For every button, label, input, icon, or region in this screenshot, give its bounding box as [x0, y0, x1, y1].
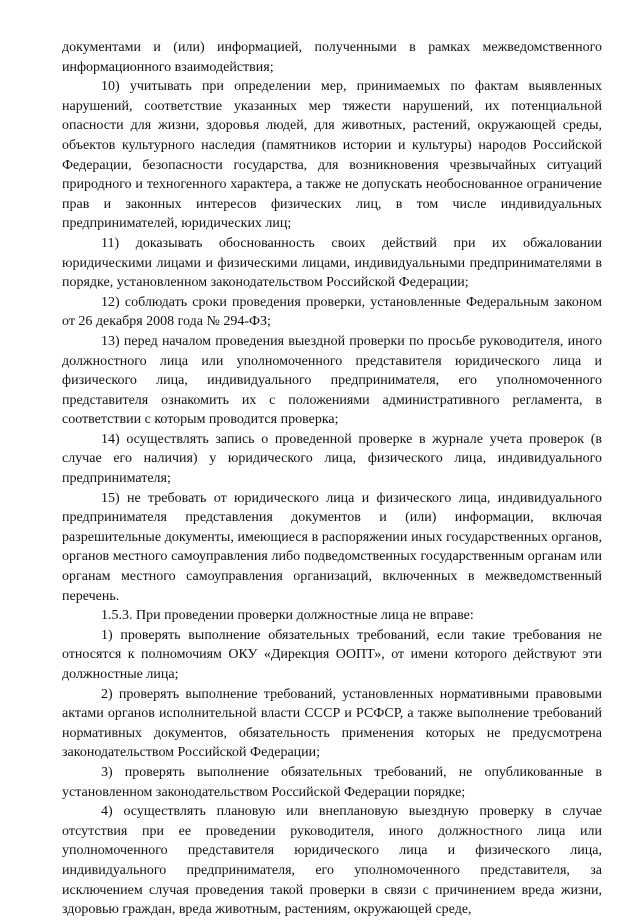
paragraph-item-12: 12) соблюдать сроки проведения проверки, установленные Федеральным законом от 26 декабря 2008 года № 294-ФЗ;: [62, 294, 602, 330]
paragraph-item-10: 10) учитывать при определении мер, принимаемых по фактам выявленных нарушений, соответствие указанных мер тяжести нарушений, их потенциальной опасности для жизни, здоровья людей, для животных, растений, окружающей среды, объектов культурного наследия (памятников истории и культуры) народов Российской Федерации, безопасности государства, для возникновения чрезвычайных ситуаций природного и техногенного характера, а также не допускать необоснованное ограничение прав и законных интересов физических лиц, в том числе индивидуальных предпринимателей, юридических лиц;: [62, 79, 602, 232]
paragraph-item-13: 13) перед началом проведения выездной проверки по просьбе руководителя, иного должностного лица или уполномоченного представителя юридического лица и физического лица, индивидуального предпринимателя, его уполномоченного представителя ознакомить их с положениями административного регламента, в соответствии с которым проводится проверка;: [62, 333, 602, 428]
paragraph-prohibition-1: 1) проверять выполнение обязательных требований, если такие требования не относятся к полномочиям ОКУ «Дирекция ООПТ», от имени которого действуют эти должностные лица;: [62, 627, 602, 682]
document-page: [62, 38, 602, 920]
paragraph-item-15: 15) не требовать от юридического лица и физического лица, индивидуального предпринимателя представления документов и (или) информации, включая разрешительные документы, имеющиеся в распоряжении иных государственных органов, органов местного самоуправления либо подведомственных государственным органам или органам местного самоуправления организаций, включенных в межведомственный перечень.: [62, 490, 602, 604]
paragraph-prohibition-3: 3) проверять выполнение обязательных требований, не опубликованные в установленном законодательством Российской Федерации порядке;: [62, 764, 602, 800]
section-heading-1-5-3: 1.5.3. При проведении проверки должностные лица не вправе:: [101, 608, 474, 624]
paragraph-prohibition-2: 2) проверять выполнение требований, установленных нормативными правовыми актами органов исполнительной власти СССР и РСФСР, а также выполнение требований нормативных документов, обязательность применения которых не предусмотрена законодательством Российской Федерации;: [62, 686, 602, 761]
paragraph-prohibition-4: 4) осуществлять плановую или внеплановую выездную проверку в случае отсутствия при ее проведении руководителя, иного должностного лица или уполномоченного представителя юридического лица и физического лица, индивидуального предпринимателя, его уполномоченного представителя, за исключением случая проведения такой проверки в связи с причинением вреда жизни, здоровью граждан, вреда животным, растениям, окружающей среде,: [62, 804, 602, 918]
paragraph-item-14: 14) осуществлять запись о проведенной проверке в журнале учета проверок (в случае его наличия) у юридического лица, физического лица, индивидуального предпринимателя;: [62, 431, 602, 487]
paragraph-continuation: документами и (или) информацией, полученными в рамках межведомственного информационного взаимодействия;: [62, 40, 602, 75]
paragraph-item-11: 11) доказывать обоснованность своих действий при их обжаловании юридическими лицами и физическими лицами, индивидуальными предпринимателями в порядке, установленном законодательством Российской Федерации;: [62, 235, 602, 291]
